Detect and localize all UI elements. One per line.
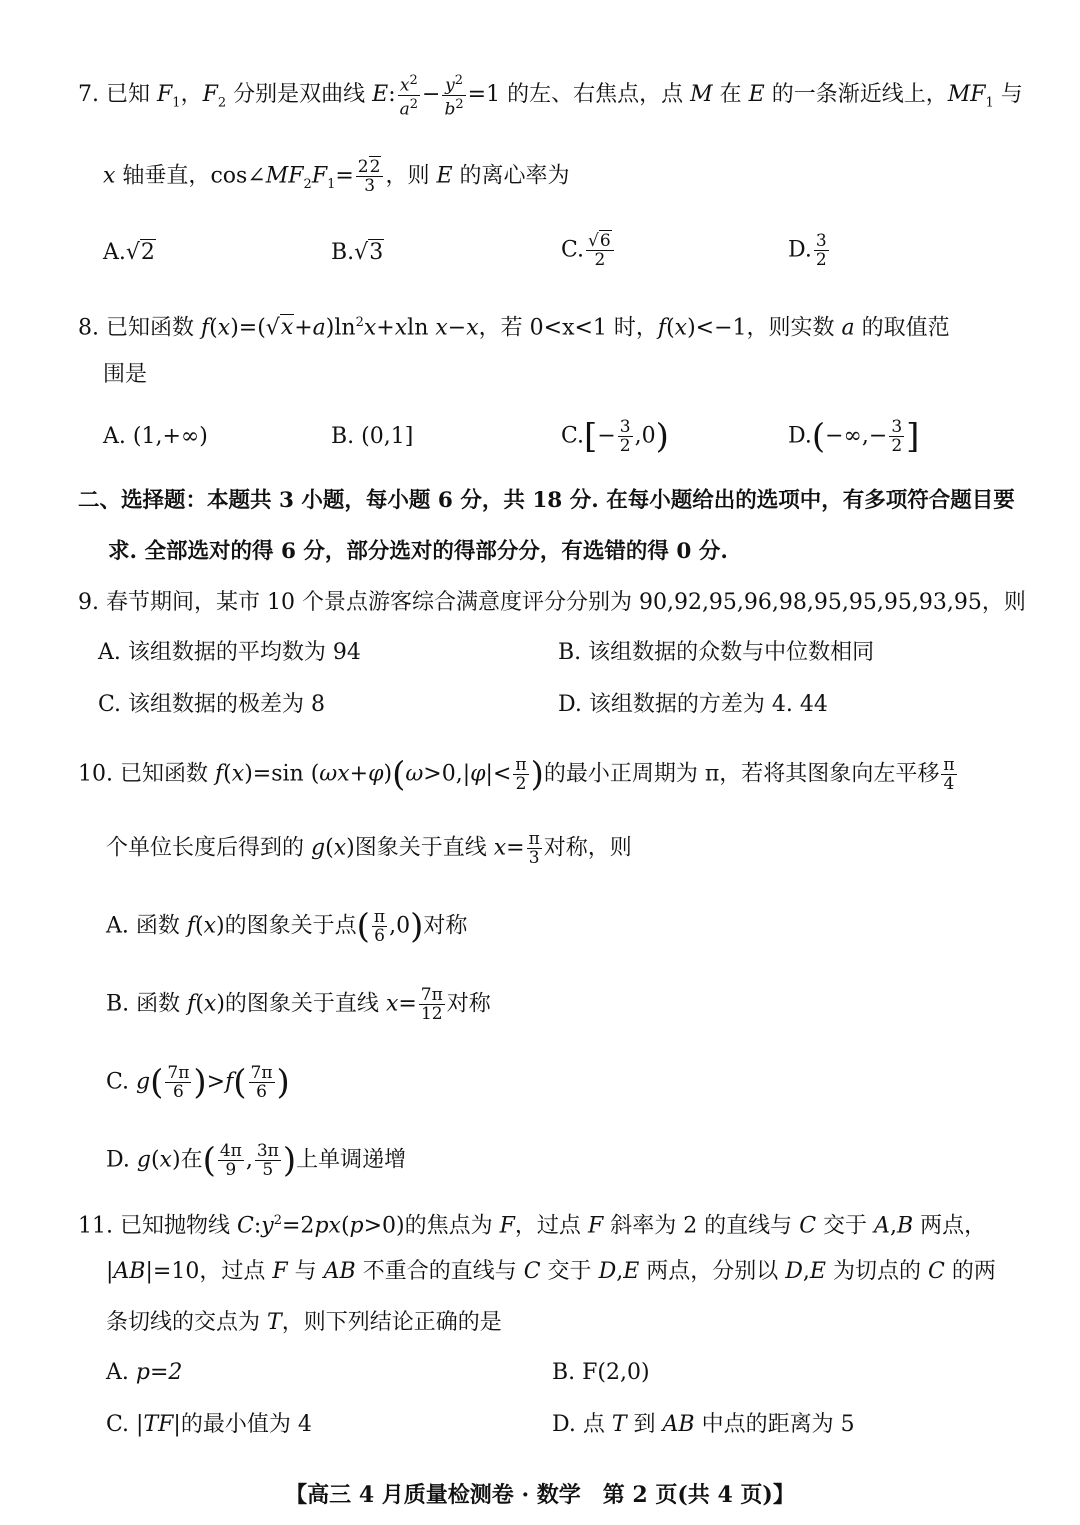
q8-stem-line1: 8. 已知函数 $f(x)=(√x+a)\ln^2x+xln$ x−x，若 0<x<1 时，f(x)<−1，则实数 a 的取值范 (78, 315, 950, 341)
q11-option-b[interactable]: B. F(2,0) (552, 1360, 650, 1385)
q10-option-c[interactable]: C. g( $\frac{7\pi}{6}$ )>f( $\frac{7\pi}{6}$ ) (106, 1062, 290, 1103)
q10-option-b[interactable]: B. 函数 f(x)的图象关于直线 x= $\frac{7\pi}{12}$ 对称 (106, 985, 491, 1024)
q8-option-d[interactable]: D.(−∞,− $\frac{3}{2}$ ] (788, 416, 920, 457)
q7-number: 7. (78, 82, 99, 108)
q7-fraction-y2-b2: $\frac{y^2}{b^2}$ (444, 73, 464, 120)
q7-option-a[interactable]: A.√2 (103, 240, 155, 265)
q8-option-a[interactable]: A. (1,+∞) (103, 424, 208, 449)
q7-stem-line1: 7. 已知 $F_1$，$F_2$ 分别是双曲线 E: $\frac{x^2}{a^2}$ − $\frac{y^2}{b^2}$ =1 的左、右焦点，点 M 在 E 的一条渐近线上，$MF_1$ 与 (78, 73, 1023, 120)
section2-heading-line2: 求. 全部选对的得 6 分，部分选对的得部分分，有选错的得 0 分. (108, 539, 728, 564)
section2-heading-line1: 二、选择题：本题共 3 小题，每小题 6 分，共 18 分. 在每小题给出的选项中，有多项符合题目要 (78, 488, 1015, 513)
q9-stem: 9. 春节期间，某市 10 个景点游客综合满意度评分分别为 90,92,95,96,98,95,95,95,93,95，则 (78, 590, 1026, 615)
q10-option-d[interactable]: D. g(x)在( $\frac{4\pi}{9}$ , $\frac{3\pi}{5}$ )上单调递增 (106, 1140, 407, 1181)
q9-option-d[interactable]: D. 该组数据的方差为 4. 44 (558, 692, 828, 717)
q7-fraction-x2-a2: $\frac{x^2}{a^2}$ (399, 73, 419, 120)
q7-option-b[interactable]: B.√3 (331, 240, 384, 265)
q9-option-a[interactable]: A. 该组数据的平均数为 94 (98, 640, 361, 665)
q11-option-a[interactable]: A. p=2 (106, 1360, 183, 1385)
page-footer: 【高三 4 月质量检测卷 · 数学 第 2 页(共 4 页)】 (285, 1482, 795, 1508)
q7-option-d[interactable]: D. $\frac{3}{2}$ (788, 231, 827, 270)
q11-stem-line2: |AB|=10，过点 F 与 AB 不重合的直线与 C 交于 D,E 两点，分别以 D,E 为切点的 C 的两 (106, 1259, 996, 1284)
q7-stem-line2: x 轴垂直，$\cos\angle MF_2F_1=$ $\frac{22}{3}$ ，则 E 的离心率为 (103, 157, 570, 196)
q7-option-c[interactable]: C. $\frac{√6}{2}$ (561, 232, 616, 269)
q10-stem-line1: 10. 已知函数 f(x)=sin (ωx+φ)(ω>0,|φ|< $\frac{\pi}{2}$ )的最小正周期为 π，若将其图象向左平移 $\frac{\pi}{4}$ (78, 754, 955, 795)
q8-option-c[interactable]: C.[− $\frac{3}{2}$ ,0) (561, 416, 669, 457)
q11-option-c[interactable]: C. |TF|的最小值为 4 (106, 1412, 312, 1437)
q8-option-b[interactable]: B. (0,1] (331, 424, 414, 449)
q8-stem-line2: 围是 (103, 362, 148, 387)
q7-cos-fraction: $\frac{22}{3}$ (356, 158, 384, 195)
q9-option-c[interactable]: C. 该组数据的极差为 8 (98, 692, 326, 717)
q11-stem-line1: 11. 已知抛物线 $C:y^2=2px(p>0)$的焦点为 F，过点 F 斜率为 2 的直线与 C 交于 A,B 两点， (78, 1213, 987, 1239)
q11-stem-line3: 条切线的交点为 T，则下列结论正确的是 (106, 1310, 502, 1335)
q11-option-d[interactable]: D. 点 T 到 AB 中点的距离为 5 (552, 1412, 855, 1437)
q9-option-b[interactable]: B. 该组数据的众数与中位数相同 (558, 640, 875, 665)
q10-stem-line2: 个单位长度后得到的 g(x)图象关于直线 x= $\frac{\pi}{3}$ 对称，则 (106, 829, 632, 868)
q10-option-a[interactable]: A. 函数 f(x)的图象关于点( $\frac{\pi}{6}$ ,0)对称 (106, 906, 468, 947)
